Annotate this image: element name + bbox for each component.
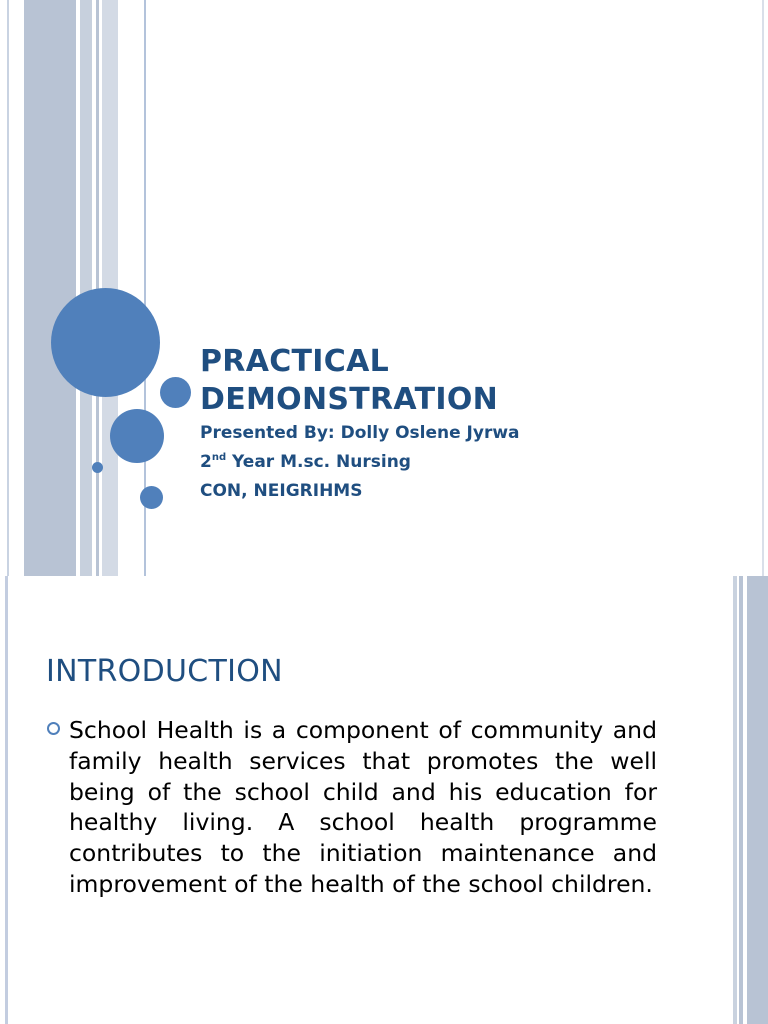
year-number: 2 — [200, 452, 212, 472]
year-suffix: nd — [211, 452, 227, 463]
slide-left-edge-line — [7, 0, 9, 576]
year-rest: Year M.sc. Nursing — [226, 452, 411, 472]
year-line — [200, 448, 740, 477]
bullet-text: School Health is a component of community and family health services that promotes the well being of the school child and his education for healthy living. A school health programme contributes to the initiation maintenance and improvement of the health of the school children. — [69, 716, 657, 898]
decorative-circle-small — [160, 377, 191, 408]
institution-line: CON, NEIGRIHMS — [200, 481, 363, 501]
hollow-circle-bullet-icon — [47, 722, 60, 735]
decorative-circle-medium — [110, 409, 164, 463]
slide-left-edge-line — [5, 576, 8, 1024]
slide-title-line-2: DEMONSTRATION — [200, 382, 499, 417]
decorative-stripe — [747, 576, 768, 1024]
introduction-slide — [0, 576, 768, 1024]
decorative-circle-small — [140, 486, 163, 509]
slide-right-edge-line — [762, 0, 764, 576]
decorative-stripe — [80, 0, 92, 576]
presenter-line: Presented By: Dolly Oslene Jyrwa — [200, 423, 520, 443]
slide-title-line-1: PRACTICAL — [200, 344, 389, 379]
slide-title: INTRODUCTION — [46, 654, 283, 689]
decorative-circle-tiny — [92, 462, 103, 473]
decorative-stripe — [24, 0, 76, 576]
title-block — [200, 343, 740, 506]
decorative-circle-large — [51, 288, 160, 397]
